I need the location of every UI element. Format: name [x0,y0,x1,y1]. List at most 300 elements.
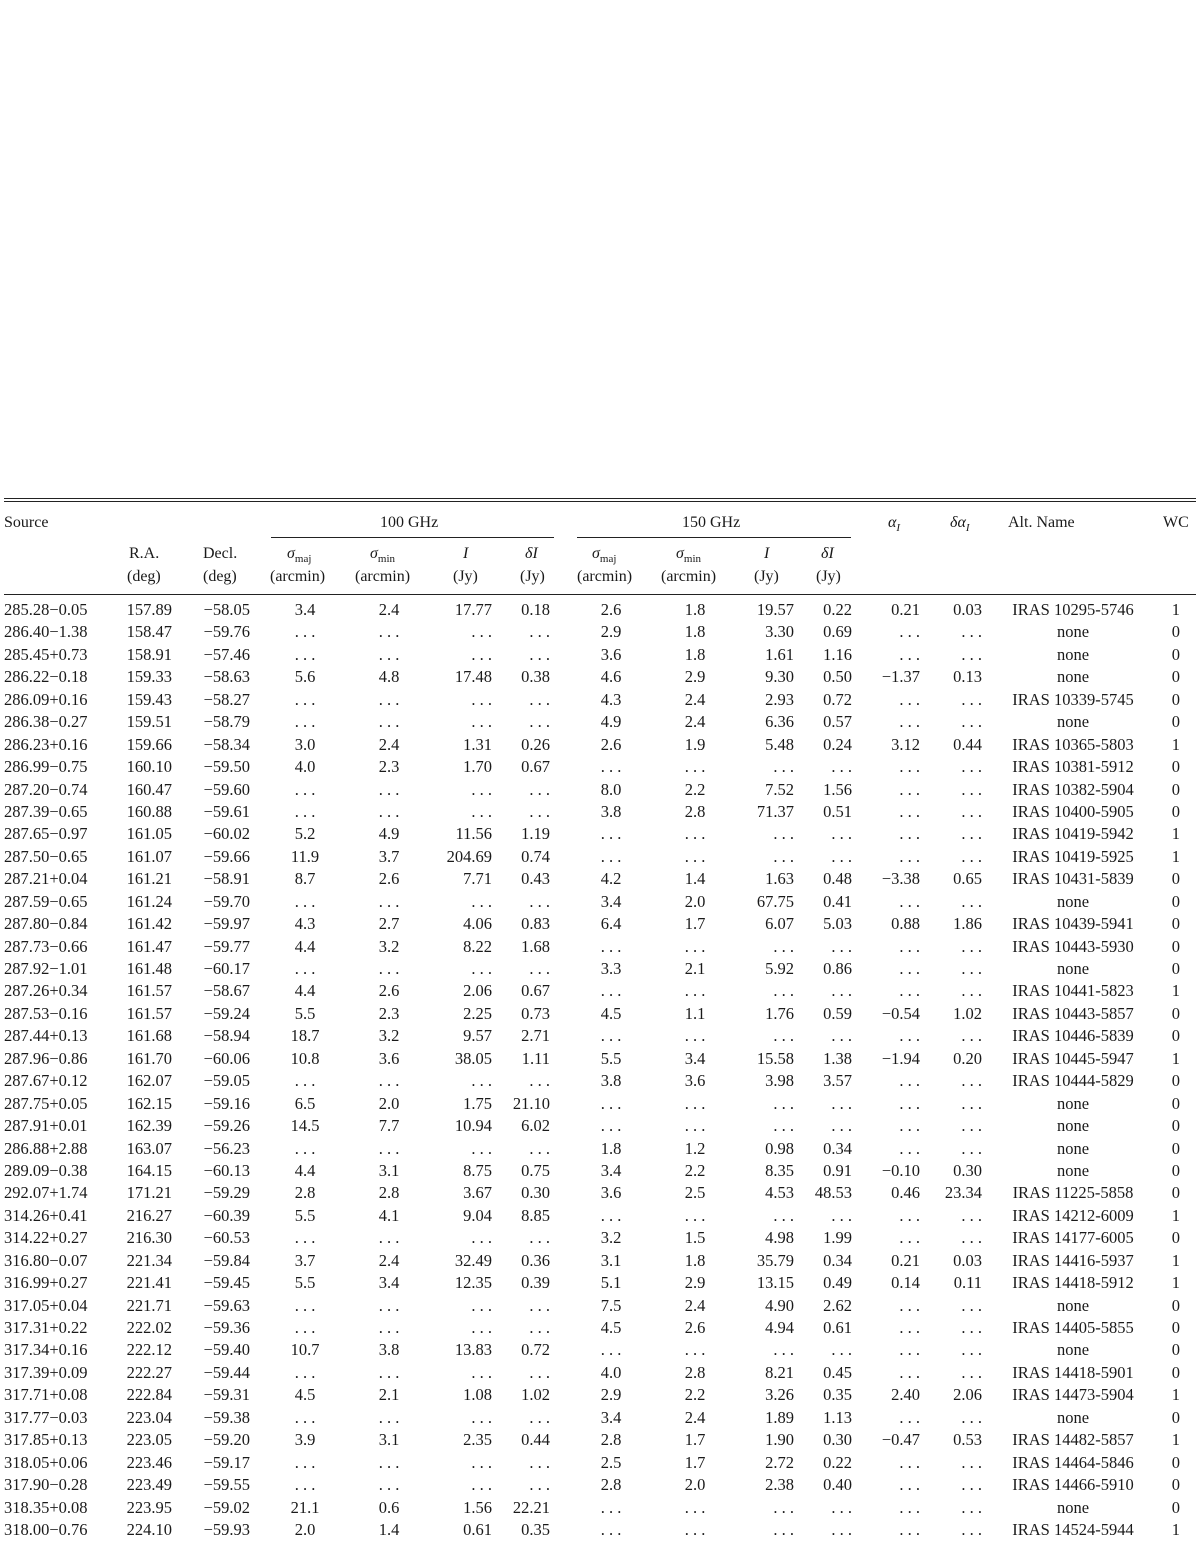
cell-flux-100: 11.56 [455,824,492,844]
cell-ra: 161.05 [126,824,172,844]
cell-sigma-maj-150: . . . [600,1093,622,1113]
cell-source: 287.96−0.86 [4,1048,88,1068]
cell-sigma-maj-150: 4.9 [600,712,622,732]
cell-flux-100: . . . [471,1295,492,1315]
cell-wc: 0 [1171,1026,1180,1046]
cell-alpha: . . . [899,644,920,664]
cell-sigma-maj-100: . . . [294,1138,316,1158]
cell-dflux-150: 5.03 [823,914,852,934]
cell-dec: −56.23 [203,1138,250,1158]
cell-dec: −59.97 [203,914,250,934]
cell-sigma-maj-150: 3.6 [600,1183,622,1203]
cell-ra: 162.07 [126,1071,172,1091]
cell-flux-100: 204.69 [446,846,492,866]
cell-sigma-min-150: 2.4 [684,689,706,709]
cell-alt-name: none [1056,667,1090,687]
cell-sigma-min-150: 1.7 [684,1452,706,1472]
cell-alpha: . . . [899,959,920,978]
cell-alpha: −0.54 [881,1003,920,1023]
cell-sigma-min-150: . . . [684,824,706,844]
cell-wc: 0 [1171,1138,1180,1158]
header-150-sigma-min-unit: (arcmin) [661,568,717,585]
cell-flux-100: 1.75 [463,1093,492,1113]
table-row [4,958,1196,980]
cell-alpha: 0.14 [891,1273,920,1293]
cell-source: 286.88+2.88 [4,1138,88,1158]
cell-wc: 0 [1171,667,1180,687]
cell-dalpha: . . . [961,1475,982,1495]
cell-alt-name: IRAS 14418-5912 [1012,1273,1134,1293]
cell-dflux-100: . . . [529,891,550,911]
cell-sigma-maj-100: 5.5 [294,1273,316,1293]
cell-ra: 222.02 [126,1318,172,1337]
cell-flux-150: . . . [773,846,794,866]
header-100-sigma-maj: $\sigma_{maj}$ [287,545,312,566]
cell-source: 287.80−0.84 [4,914,88,934]
cell-sigma-min-100: 7.7 [378,1116,400,1136]
cell-wc: 1 [1171,981,1180,1001]
cell-ra: 161.57 [126,1003,172,1023]
cell-dflux-100: 0.44 [521,1430,550,1450]
cell-flux-150: 6.36 [765,712,794,732]
cell-sigma-min-150: 1.9 [684,734,706,754]
cell-alt-name: IRAS 14482-5857 [1012,1430,1134,1450]
cell-flux-150: . . . [773,1205,794,1225]
cell-dec: −58.91 [203,869,250,889]
cell-sigma-maj-150: 2.9 [600,622,622,642]
cell-dflux-100: 1.68 [521,936,550,956]
cell-alt-name: none [1056,1138,1090,1158]
cell-sigma-min-100: 2.1 [378,1385,400,1405]
cell-sigma-maj-150: 2.8 [600,1430,622,1450]
cell-sigma-min-100: . . . [378,1228,400,1248]
cell-flux-150: 9.30 [765,667,794,687]
cell-dec: −59.60 [203,779,250,799]
cell-wc: 0 [1171,801,1180,821]
cell-dalpha: 0.03 [953,1250,982,1270]
cell-dflux-150: 0.24 [823,734,852,754]
cell-source: 287.21+0.04 [4,869,88,889]
cell-sigma-maj-100: 3.9 [294,1430,316,1450]
cell-sigma-maj-100: . . . [294,1475,316,1495]
cell-dec: −59.16 [203,1093,250,1113]
cell-sigma-min-150: 1.8 [684,600,706,619]
cell-flux-150: 2.72 [765,1452,794,1472]
cell-flux-150: 8.35 [765,1160,794,1180]
cell-wc: 0 [1171,757,1180,777]
table-row [4,1182,1196,1204]
cell-flux-100: 17.77 [454,600,492,619]
cell-alpha: . . . [899,1138,920,1158]
cell-wc: 0 [1171,1407,1180,1427]
cell-wc: 0 [1171,1228,1180,1248]
cell-flux-100: 1.31 [463,734,492,754]
cell-wc: 1 [1171,600,1180,619]
cell-alt-name: IRAS 14405-5855 [1012,1318,1134,1337]
table-row [4,1497,1196,1519]
cell-sigma-maj-100: 10.7 [290,1340,320,1360]
cell-alt-name: none [1056,1160,1090,1180]
cell-alt-name: IRAS 10431-5839 [1012,869,1134,889]
cell-flux-100: . . . [471,1452,492,1472]
cell-flux-100: . . . [471,779,492,799]
cell-alt-name: none [1056,1093,1090,1113]
table-row [4,779,1196,801]
cell-dec: −59.36 [203,1318,250,1337]
cell-alt-name: IRAS 10419-5925 [1012,846,1134,866]
cell-dec: −60.06 [203,1048,250,1068]
cell-dalpha: . . . [961,1497,982,1517]
cell-flux-150: 4.94 [765,1318,794,1337]
cell-wc: 0 [1171,689,1180,709]
cell-dflux-150: 3.57 [823,1071,852,1091]
cell-alpha: . . . [899,936,920,956]
cell-wc: 0 [1171,1003,1180,1023]
cell-source: 287.59−0.65 [4,891,88,911]
cell-flux-150: . . . [773,936,794,956]
cell-dalpha: . . . [961,1318,982,1337]
cell-dec: −60.13 [203,1160,250,1180]
cell-wc: 0 [1171,959,1180,978]
table-row [4,1025,1196,1047]
cell-dflux-100: . . . [529,1318,550,1337]
cell-dflux-150: . . . [831,1093,852,1113]
cell-wc: 0 [1171,622,1180,642]
cell-sigma-min-100: 3.6 [378,1048,400,1068]
cell-source: 317.39+0.09 [4,1362,88,1382]
cell-ra: 159.66 [126,734,172,754]
cell-flux-150: 4.53 [765,1183,794,1203]
cell-sigma-maj-100: . . . [294,1295,316,1315]
cell-ra: 164.15 [126,1160,172,1180]
cell-source: 287.75+0.05 [4,1093,88,1113]
header-dec: Decl. [203,545,238,562]
cell-sigma-maj-100: . . . [294,959,316,978]
cell-sigma-min-100: . . . [378,1071,400,1091]
table-row [4,1452,1196,1474]
cell-wc: 0 [1171,1318,1180,1337]
table-row [4,1339,1196,1361]
cell-flux-100: 4.06 [463,914,492,934]
cell-flux-100: . . . [471,1071,492,1091]
cell-dflux-150: 0.69 [823,622,852,642]
cell-sigma-min-100: . . . [378,1138,400,1158]
cell-dflux-150: 1.16 [823,644,852,664]
cell-dflux-100: 0.74 [521,846,550,866]
cell-flux-100: 9.04 [463,1205,492,1225]
cell-sigma-min-150: 1.1 [684,1003,706,1023]
cell-ra: 221.41 [126,1273,172,1293]
cell-source: 317.05+0.04 [4,1295,88,1315]
cell-sigma-maj-100: 4.4 [294,1160,316,1180]
cell-dflux-150: 1.38 [823,1048,852,1068]
cell-alpha: 0.88 [891,914,920,934]
cell-ra: 157.89 [126,600,172,619]
cell-wc: 1 [1171,734,1180,754]
cell-ra: 161.42 [126,914,172,934]
cell-alt-name: IRAS 10441-5823 [1012,981,1134,1001]
cell-sigma-maj-150: 2.5 [600,1452,622,1472]
cell-sigma-maj-100: . . . [294,1452,316,1472]
cell-sigma-maj-100: . . . [294,801,316,821]
cell-dflux-150: 1.99 [823,1228,852,1248]
cell-alpha: . . . [899,1228,920,1248]
table-row [4,1115,1196,1137]
cell-alt-name: none [1056,891,1090,911]
cell-dflux-100: 0.39 [521,1273,550,1293]
cell-dalpha: . . . [961,757,982,777]
cell-sigma-maj-150: 3.3 [600,959,622,978]
cell-dflux-150: 0.48 [823,869,852,889]
cell-dflux-150: 0.35 [823,1385,852,1405]
cell-sigma-min-100: 2.8 [378,1183,400,1203]
table-row [4,1250,1196,1272]
cell-sigma-min-100: 3.1 [378,1160,400,1180]
cell-flux-100: 0.61 [463,1519,492,1539]
cell-dflux-150: 48.53 [814,1183,852,1203]
cell-sigma-maj-100: 5.6 [294,667,316,687]
cell-sigma-min-100: 2.6 [378,869,400,889]
cell-alpha: . . . [899,1205,920,1225]
cell-alt-name: IRAS 10382-5904 [1012,779,1134,799]
cell-flux-100: 10.94 [454,1116,492,1136]
cell-flux-100: . . . [471,689,492,709]
cell-flux-150: 2.93 [765,689,794,709]
header-100-sigma-min: $\sigma_{min}$ [370,545,396,566]
cell-dflux-150: 1.56 [823,779,852,799]
cell-dflux-150: 0.34 [823,1138,852,1158]
cell-flux-150: 2.38 [765,1475,794,1495]
cell-sigma-min-150: 2.4 [684,1295,706,1315]
table-row [4,621,1196,643]
cell-wc: 0 [1171,1093,1180,1113]
cell-alpha: . . . [899,1519,920,1539]
cell-flux-100: . . . [471,1138,492,1158]
cell-ra: 158.91 [126,644,172,664]
cell-dflux-100: 6.02 [521,1116,550,1136]
header-wc: WC [1163,514,1189,531]
cell-dalpha: 1.86 [953,914,982,934]
cell-flux-100: . . . [471,712,492,732]
cell-dflux-150: 0.22 [823,1452,852,1472]
cell-sigma-maj-100: 5.2 [294,824,316,844]
cell-sigma-maj-100: . . . [294,1071,316,1091]
cell-sigma-min-100: . . . [378,1318,400,1337]
cell-ra: 160.88 [126,801,172,821]
cell-ra: 158.47 [126,622,172,642]
cell-flux-150: 3.26 [765,1385,794,1405]
cell-sigma-maj-100: 2.8 [294,1183,316,1203]
cell-source: 287.67+0.12 [4,1071,88,1091]
cell-source: 287.91+0.01 [4,1116,88,1136]
cell-dalpha: 0.20 [953,1048,982,1068]
cell-flux-150: 71.37 [756,801,794,821]
cell-ra: 161.47 [126,936,172,956]
header-150-sigma-min: $\sigma_{min}$ [676,545,702,566]
cell-dec: −59.93 [203,1519,250,1539]
cell-dflux-150: 1.13 [823,1407,852,1427]
cell-sigma-maj-100: . . . [294,622,316,642]
cell-sigma-maj-150: . . . [600,1497,622,1517]
cell-alt-name: IRAS 10400-5905 [1012,801,1134,821]
cell-sigma-maj-100: . . . [294,1362,316,1382]
cell-flux-100: 8.22 [463,936,492,956]
cell-sigma-maj-150: 3.8 [600,801,622,821]
cell-dalpha: . . . [961,1407,982,1427]
cell-dflux-100: 1.11 [521,1048,550,1068]
cell-sigma-maj-100: 4.5 [294,1385,316,1405]
cell-alt-name: IRAS 14466-5910 [1012,1475,1134,1495]
cell-flux-150: . . . [773,1026,794,1046]
cell-alt-name: IRAS 10439-5941 [1012,914,1134,934]
cell-dec: −59.66 [203,846,250,866]
cell-dec: −60.17 [203,959,250,978]
cell-sigma-min-100: . . . [378,644,400,664]
cell-sigma-maj-150: 7.5 [600,1295,622,1315]
cell-dec: −58.27 [203,689,250,709]
cell-flux-150: 1.63 [765,869,794,889]
cell-sigma-min-150: 2.6 [684,1318,706,1337]
cell-sigma-maj-100: 4.4 [294,936,316,956]
cell-alt-name: IRAS 10445-5947 [1012,1048,1134,1068]
header-150-dflux-unit: (Jy) [816,568,841,585]
cell-dflux-150: 0.57 [823,712,852,732]
cell-dec: −60.53 [203,1228,250,1248]
table-row [4,1362,1196,1384]
cell-ra: 161.68 [126,1026,172,1046]
cell-sigma-min-100: 2.3 [378,757,400,777]
cell-sigma-min-100: . . . [378,689,400,709]
cell-wc: 1 [1171,1250,1180,1270]
cell-sigma-min-150: . . . [684,1519,706,1539]
cell-dalpha: . . . [961,1116,982,1136]
cell-sigma-min-100: 3.8 [378,1340,400,1360]
cell-alpha: . . . [899,622,920,642]
cell-source: 285.45+0.73 [4,644,88,664]
cell-alpha: . . . [899,891,920,911]
cell-source: 286.09+0.16 [4,689,88,709]
data-table [4,498,1196,1541]
cell-dec: −59.17 [203,1452,250,1472]
cell-sigma-min-150: 1.8 [684,1250,706,1270]
cell-flux-150: 4.98 [765,1228,794,1248]
cell-alt-name: none [1056,1497,1090,1517]
cell-dflux-150: 0.22 [823,600,852,619]
cell-sigma-maj-100: . . . [294,1228,316,1248]
cell-dflux-150: 0.30 [823,1430,852,1450]
cell-source: 316.99+0.27 [4,1273,88,1293]
cell-sigma-min-100: 2.4 [378,734,400,754]
header-100-sigma-min-unit: (arcmin) [355,568,411,585]
cell-sigma-maj-150: . . . [600,824,622,844]
header-150-flux-unit: (Jy) [754,568,779,585]
cell-dalpha: . . . [961,1205,982,1225]
cell-ra: 216.27 [126,1205,172,1225]
cell-dalpha: 2.06 [953,1385,982,1405]
cell-ra: 223.95 [126,1497,172,1517]
cell-sigma-maj-100: 2.0 [294,1519,316,1539]
cell-source: 317.31+0.22 [4,1318,88,1337]
cell-wc: 0 [1171,1362,1180,1382]
header-dec-unit: (deg) [203,568,237,585]
cell-alt-name: none [1056,1407,1090,1427]
cell-sigma-maj-150: 8.0 [600,779,622,799]
cell-dalpha: 0.13 [953,667,982,687]
cell-dalpha: . . . [961,1093,982,1113]
header-100-dflux-unit: (Jy) [520,568,545,585]
cell-dalpha: . . . [961,1026,982,1046]
cell-alpha: 2.40 [891,1385,920,1405]
cell-dflux-100: 2.71 [521,1026,550,1046]
cell-alpha: 3.12 [891,734,920,754]
cell-alpha: . . . [899,1318,920,1337]
cell-dflux-100: . . . [529,1475,550,1495]
cell-source: 287.92−1.01 [4,959,88,978]
cell-ra: 221.71 [126,1295,172,1315]
cell-sigma-min-100: 2.4 [378,600,400,619]
cell-ra: 159.51 [126,712,172,732]
header-150-sigma-maj-unit: (arcmin) [577,568,633,585]
cell-flux-100: 2.35 [463,1430,492,1450]
cell-sigma-min-100: 3.4 [378,1273,400,1293]
cell-dalpha: 23.34 [944,1183,982,1203]
cell-wc: 0 [1171,1497,1180,1517]
cell-ra: 162.39 [126,1116,172,1136]
cell-flux-100: 1.08 [463,1385,492,1405]
cell-dflux-100: 0.43 [521,869,550,889]
group-100ghz-rule [271,537,554,538]
cell-dalpha: . . . [961,846,982,866]
header-150-dflux: δI [821,545,834,562]
table-row [4,1295,1196,1317]
cell-sigma-maj-100: 18.7 [290,1026,320,1046]
cell-dalpha: . . . [961,1071,982,1091]
cell-dflux-100: 0.67 [521,757,550,777]
cell-dalpha: . . . [961,1452,982,1472]
cell-dflux-100: 0.18 [521,600,550,619]
table-row [4,1048,1196,1070]
cell-ra: 222.84 [126,1385,172,1405]
cell-dalpha: . . . [961,891,982,911]
cell-alpha: . . . [899,1362,920,1382]
table-row [4,1429,1196,1451]
cell-sigma-maj-150: 4.0 [600,1362,622,1382]
cell-flux-150: . . . [773,1519,794,1539]
cell-alpha: 0.21 [891,1250,920,1270]
cell-sigma-min-150: 2.8 [684,801,706,821]
cell-alt-name: IRAS 14212-6009 [1012,1205,1134,1225]
cell-dalpha: 0.11 [953,1273,982,1293]
cell-sigma-maj-150: . . . [600,757,622,777]
cell-ra: 161.24 [126,891,172,911]
cell-ra: 224.10 [126,1519,172,1539]
cell-alpha: . . . [899,1407,920,1427]
cell-sigma-maj-150: 3.6 [600,644,622,664]
cell-flux-150: . . . [773,1093,794,1113]
cell-sigma-maj-150: 5.1 [600,1273,622,1293]
cell-source: 317.34+0.16 [4,1340,88,1360]
cell-dflux-100: 0.72 [521,1340,550,1360]
table-row [4,1160,1196,1182]
cell-sigma-min-100: . . . [378,1407,400,1427]
cell-sigma-min-100: 2.0 [378,1093,400,1113]
cell-dalpha: . . . [961,1340,982,1360]
group-150ghz-rule [577,537,851,538]
cell-alt-name: IRAS 14177-6005 [1012,1228,1134,1248]
cell-flux-150: 35.79 [756,1250,794,1270]
cell-dalpha: . . . [961,959,982,978]
cell-dec: −59.70 [203,891,250,911]
